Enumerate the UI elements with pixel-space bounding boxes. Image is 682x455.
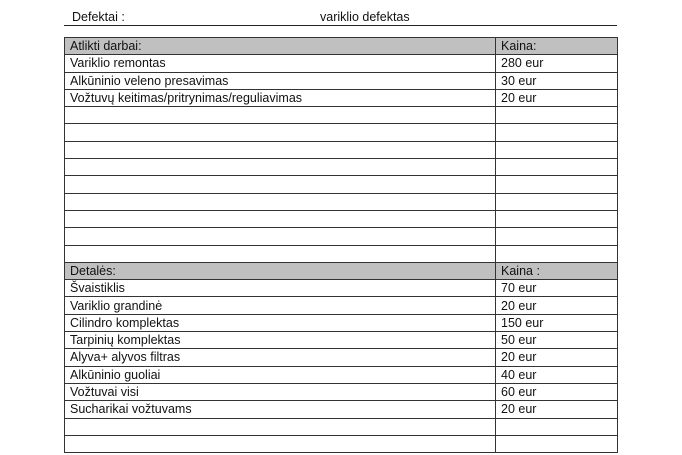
works-row xyxy=(65,228,618,245)
parts-header-row xyxy=(65,262,618,279)
parts-item-price: 20 eur xyxy=(496,401,618,418)
works-item-price xyxy=(496,176,618,193)
parts-item-price xyxy=(496,435,618,452)
works-item-price xyxy=(496,245,618,262)
works-row xyxy=(65,141,618,158)
parts-row xyxy=(65,401,618,418)
works-item-name xyxy=(65,193,496,210)
works-item-name xyxy=(65,176,496,193)
works-row xyxy=(65,55,618,72)
works-item-name xyxy=(65,124,496,141)
works-row xyxy=(65,193,618,210)
works-row xyxy=(65,72,618,89)
parts-header-name: Detalės: xyxy=(65,262,496,279)
defect-label: Defektai : xyxy=(72,10,125,24)
parts-item-price: 20 eur xyxy=(496,297,618,314)
works-item-name xyxy=(65,245,496,262)
parts-row xyxy=(65,297,618,314)
works-item-price xyxy=(496,141,618,158)
works-item-name xyxy=(65,228,496,245)
parts-item-price xyxy=(496,418,618,435)
parts-item-name: Sucharikai vožtuvams xyxy=(65,401,496,418)
parts-item-price: 50 eur xyxy=(496,332,618,349)
parts-item-name xyxy=(65,418,496,435)
works-item-price xyxy=(496,107,618,124)
works-item-price: 30 eur xyxy=(496,72,618,89)
works-row xyxy=(65,210,618,227)
price-table xyxy=(64,37,618,453)
parts-item-name: Tarpinių komplektas xyxy=(65,332,496,349)
parts-item-name: Švaistiklis xyxy=(65,280,496,297)
parts-row xyxy=(65,314,618,331)
defect-value: variklio defektas xyxy=(320,10,410,24)
works-item-name: Alkūninio veleno presavimas xyxy=(65,72,496,89)
works-row xyxy=(65,107,618,124)
works-item-price xyxy=(496,159,618,176)
works-item-price xyxy=(496,124,618,141)
works-item-price xyxy=(496,210,618,227)
parts-row xyxy=(65,418,618,435)
works-header-row xyxy=(65,38,618,55)
parts-item-price: 150 eur xyxy=(496,314,618,331)
parts-item-name xyxy=(65,435,496,452)
works-header-price: Kaina: xyxy=(496,38,618,55)
parts-row xyxy=(65,366,618,383)
parts-item-price: 70 eur xyxy=(496,280,618,297)
parts-row xyxy=(65,349,618,366)
works-item-price xyxy=(496,193,618,210)
parts-item-price: 40 eur xyxy=(496,366,618,383)
parts-row xyxy=(65,435,618,452)
parts-row xyxy=(65,280,618,297)
works-item-price: 20 eur xyxy=(496,89,618,106)
parts-item-name: Cilindro komplektas xyxy=(65,314,496,331)
parts-item-name: Alkūninio guoliai xyxy=(65,366,496,383)
parts-row xyxy=(65,383,618,400)
works-item-name xyxy=(65,210,496,227)
works-row xyxy=(65,245,618,262)
works-item-price xyxy=(496,228,618,245)
works-item-price: 280 eur xyxy=(496,55,618,72)
parts-header-price: Kaina : xyxy=(496,262,618,279)
works-header-name: Atlikti darbai: xyxy=(65,38,496,55)
works-row xyxy=(65,159,618,176)
works-row xyxy=(65,124,618,141)
works-row xyxy=(65,89,618,106)
works-row xyxy=(65,176,618,193)
works-item-name: Variklio remontas xyxy=(65,55,496,72)
works-item-name xyxy=(65,159,496,176)
defect-line xyxy=(64,8,617,26)
works-item-name xyxy=(65,141,496,158)
parts-item-name: Vožtuvai visi xyxy=(65,383,496,400)
parts-item-name: Alyva+ alyvos filtras xyxy=(65,349,496,366)
works-item-name: Vožtuvų keitimas/pritrynimas/reguliavimas xyxy=(65,89,496,106)
works-item-name xyxy=(65,107,496,124)
parts-row xyxy=(65,332,618,349)
parts-item-price: 60 eur xyxy=(496,383,618,400)
parts-item-price: 20 eur xyxy=(496,349,618,366)
parts-item-name: Variklio grandinė xyxy=(65,297,496,314)
